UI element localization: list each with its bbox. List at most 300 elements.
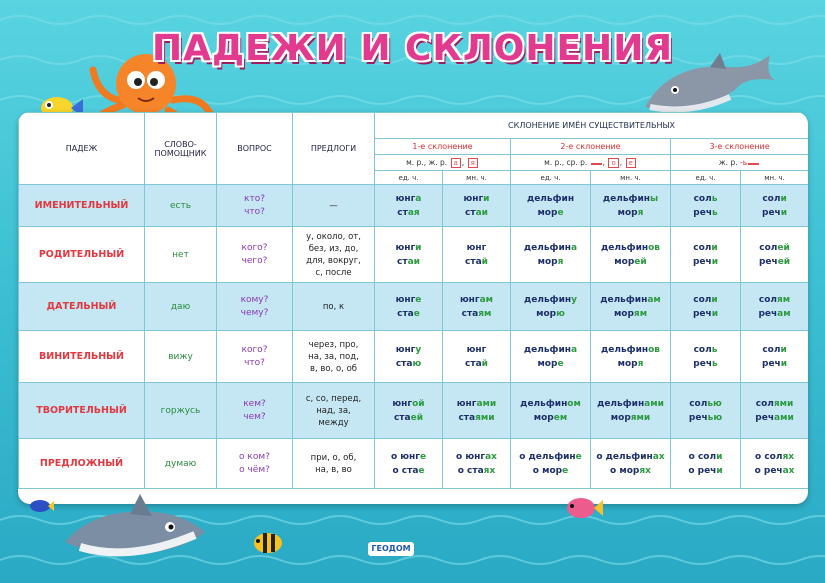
table-row [19, 383, 809, 439]
case-rows [19, 185, 809, 489]
noun-form [741, 255, 808, 269]
header-declension-title: СКЛОНЕНИЕ ИМЁН СУЩЕСТВИТЕЛЬНЫХ [375, 113, 809, 139]
word-ending: ь [712, 358, 718, 369]
word-ending: ах [485, 451, 497, 462]
word-ending: ами [476, 398, 497, 409]
word-stem: мор [610, 412, 631, 423]
word-ending: а [571, 242, 578, 253]
noun-form [671, 255, 740, 269]
word-stem: о юнг [390, 451, 420, 462]
word-ending: и [780, 207, 788, 218]
word-ending: ях [639, 465, 651, 476]
case-name: РОДИТЕЛЬНЫЙ [19, 227, 145, 283]
table-row [19, 331, 809, 383]
word-ending: а [415, 193, 422, 204]
word-ending: и [711, 242, 718, 253]
noun-form [671, 293, 740, 307]
word-ending: ь [711, 344, 718, 355]
noun-form [671, 411, 740, 425]
header-gender2: м. р., ср. р. , о , е [511, 155, 671, 171]
noun-form [591, 397, 670, 411]
word-stem: юнг [466, 242, 487, 253]
noun-form-cell [511, 331, 591, 383]
table-row [19, 185, 809, 227]
noun-form-cell [741, 331, 809, 383]
word-stem: мор [537, 358, 558, 369]
ending-box [591, 163, 602, 165]
noun-form [443, 241, 510, 255]
bee-fish-illustration [250, 530, 290, 556]
page-title: ПАДЕЖИ И СКЛОНЕНИЯ [151, 28, 674, 69]
word-stem: мор [537, 256, 558, 267]
word-stem: реч [693, 207, 713, 218]
noun-form [591, 241, 670, 255]
word-ending: е [575, 451, 582, 462]
question-1: кем? [243, 398, 266, 409]
word-ending: у [415, 344, 422, 355]
word-stem: мор [533, 412, 554, 423]
noun-form [375, 357, 442, 371]
word-stem: сол [762, 193, 781, 204]
word-stem: мор [614, 256, 635, 267]
noun-form [741, 411, 808, 425]
word-stem: дельфин [523, 344, 572, 355]
noun-form [443, 255, 510, 269]
prepositions-cell: у, около, от, без, из, до, для, вокруг, с, после [293, 227, 375, 283]
header-gender1: м. р., ж. р. а , я [375, 155, 511, 171]
noun-form-cell [741, 383, 809, 439]
word-stem: дельфин [602, 193, 650, 204]
noun-form-cell [443, 439, 511, 489]
word-stem: юнг [459, 294, 480, 305]
header-question: ВОПРОС [217, 113, 293, 185]
word-ending: е [557, 207, 564, 218]
prepositions-cell: через, про, на, за, под, в, во, о, об [293, 331, 375, 383]
noun-form [671, 397, 740, 411]
noun-form [741, 450, 808, 464]
word-ending: ам [479, 294, 494, 305]
word-stem: реч [762, 358, 781, 369]
word-stem: сол [762, 344, 781, 355]
word-stem: сол [693, 242, 712, 253]
noun-form-cell [511, 383, 591, 439]
word-stem: о дельфин [596, 451, 653, 462]
word-ending: ям [777, 294, 791, 305]
word-ending: е [419, 451, 427, 462]
word-ending: ях [782, 451, 795, 462]
noun-form-cell [511, 439, 591, 489]
word-stem: реч [688, 412, 708, 423]
noun-form [741, 293, 808, 307]
case-name: ВИНИТЕЛЬНЫЙ [19, 331, 145, 383]
question-cell [217, 185, 293, 227]
noun-form [511, 397, 590, 411]
word-stem: дельфин [520, 398, 568, 409]
case-name: ПРЕДЛОЖНЫЙ [19, 439, 145, 489]
word-stem: о ста [392, 465, 419, 476]
ending-box: е [626, 158, 636, 168]
gender3-ending: -ь [739, 158, 748, 167]
pink-fish-illustration [563, 495, 603, 521]
helper-word: думаю [145, 439, 217, 489]
word-ending: у [571, 294, 577, 305]
question-1: о ком? [239, 451, 270, 462]
word-stem: ста [465, 256, 482, 267]
shark-illustration [60, 492, 210, 572]
word-ending: и [780, 358, 788, 369]
publisher-logo: ГЕОДОМ [368, 542, 414, 556]
question-cell [217, 227, 293, 283]
word-ending: ь [711, 193, 718, 204]
word-ending: и [780, 193, 787, 204]
question-cell [217, 283, 293, 331]
noun-form-cell [375, 331, 443, 383]
word-stem: ста [397, 308, 414, 319]
question-cell [217, 383, 293, 439]
word-stem: дельфин [523, 242, 572, 253]
noun-form [375, 307, 442, 321]
noun-form [511, 464, 590, 478]
word-stem: мор [617, 207, 638, 218]
noun-form [591, 293, 670, 307]
word-stem: юнг [395, 344, 416, 355]
word-stem: мор [537, 207, 558, 218]
word-stem: реч [692, 308, 712, 319]
word-stem: ста [458, 412, 476, 423]
word-ending: и [716, 465, 723, 476]
word-stem: мор [617, 358, 638, 369]
word-stem: юнг [395, 294, 416, 305]
word-ending: и [483, 193, 490, 204]
word-ending: ами [644, 398, 664, 409]
noun-form-cell [443, 283, 511, 331]
word-ending: ями [773, 398, 794, 409]
noun-form [375, 192, 442, 206]
word-ending: и [780, 344, 787, 355]
question-1: кого? [241, 344, 268, 355]
noun-form [671, 464, 740, 478]
word-stem: мор [536, 308, 557, 319]
noun-form [671, 450, 740, 464]
word-stem: о реч [754, 465, 783, 476]
noun-form-cell [591, 185, 671, 227]
word-stem: о сол [755, 451, 783, 462]
noun-form-cell [375, 283, 443, 331]
table-row [19, 227, 809, 283]
noun-form-cell [511, 227, 591, 283]
noun-form-cell [375, 383, 443, 439]
word-stem: дельфин [601, 344, 649, 355]
case-name: ИМЕНИТЕЛЬНЫЙ [19, 185, 145, 227]
blue-fish-illustration [28, 498, 54, 514]
word-ending: ями [630, 412, 651, 423]
noun-form [375, 255, 442, 269]
word-ending: е [557, 358, 564, 369]
case-name: ТВОРИТЕЛЬНЫЙ [19, 383, 145, 439]
header-gender3 [671, 155, 809, 171]
word-stem: юнг [395, 193, 416, 204]
noun-form [375, 397, 442, 411]
noun-form-cell [511, 185, 591, 227]
noun-form [671, 307, 740, 321]
noun-form [741, 343, 808, 357]
gender1-label: м. р., ж. р. [406, 157, 448, 167]
word-ending: и [711, 308, 719, 319]
word-ending: е [415, 294, 422, 305]
header-prepositions: ПРЕДЛОГИ [293, 113, 375, 185]
word-stem: о реч [688, 465, 717, 476]
word-ending: и [716, 451, 723, 462]
word-stem: реч [762, 207, 781, 218]
noun-form [741, 192, 808, 206]
declension-table [18, 112, 808, 489]
noun-form [591, 450, 670, 464]
prepositions-cell: по, к [293, 283, 375, 331]
word-stem: дельфин [600, 294, 648, 305]
noun-form-cell [671, 185, 741, 227]
noun-form [671, 241, 740, 255]
prepositions-cell: с, со, перед, над, за, между [293, 383, 375, 439]
prepositions-cell: при, о, об, на, в, во [293, 439, 375, 489]
word-ending: ей [634, 256, 647, 267]
noun-form-cell [375, 185, 443, 227]
question-2: чему? [240, 307, 269, 318]
word-ending: ом [567, 398, 581, 409]
ending-box [748, 163, 759, 165]
word-ending: ей [777, 256, 791, 267]
noun-form [443, 464, 510, 478]
word-ending: ах [652, 451, 665, 462]
noun-form [591, 307, 670, 321]
noun-form-cell [741, 185, 809, 227]
noun-form [741, 464, 808, 478]
word-ending: ам [647, 294, 661, 305]
ending-box: я [468, 158, 478, 168]
case-name: ДАТЕЛЬНЫЙ [19, 283, 145, 331]
noun-form-cell [671, 383, 741, 439]
word-ending: е [418, 465, 425, 476]
noun-form-cell [591, 227, 671, 283]
ending-box: а [451, 158, 461, 168]
noun-form-cell [741, 439, 809, 489]
noun-form-cell [443, 331, 511, 383]
word-stem: сол [689, 398, 708, 409]
word-stem: реч [758, 308, 778, 319]
noun-form-cell [375, 227, 443, 283]
noun-form [741, 206, 808, 220]
header-pl: мн. ч. [741, 171, 809, 185]
noun-form [741, 357, 808, 371]
word-stem: ста [465, 358, 482, 369]
word-ending: я [637, 358, 644, 369]
question-1: кого? [241, 242, 268, 253]
noun-form [375, 293, 442, 307]
noun-form [741, 397, 808, 411]
noun-form [671, 343, 740, 357]
noun-form [511, 241, 590, 255]
word-ending: е [413, 308, 420, 319]
word-ending: ам [777, 308, 791, 319]
noun-form [511, 206, 590, 220]
word-ending: ов [648, 242, 660, 253]
word-ending: аи [407, 256, 420, 267]
word-ending: ы [649, 193, 659, 204]
word-ending: а [571, 344, 578, 355]
word-stem: реч [755, 412, 775, 423]
word-stem: о сол [688, 451, 717, 462]
header-helper: СЛОВО- ПОМОЩНИК [145, 113, 217, 185]
header-case: ПАДЕЖ [19, 113, 145, 185]
noun-form-cell [443, 185, 511, 227]
noun-form [443, 411, 510, 425]
noun-form [511, 411, 590, 425]
word-stem: дельфин [526, 193, 575, 204]
prepositions-cell: — [293, 185, 375, 227]
word-stem: реч [692, 256, 712, 267]
word-stem: юнг [456, 398, 477, 409]
question-cell [217, 439, 293, 489]
noun-form-cell [511, 283, 591, 331]
word-ending: и [415, 242, 422, 253]
word-stem: о дельфин [519, 451, 576, 462]
helper-word: горжусь [145, 383, 217, 439]
noun-form-cell [671, 439, 741, 489]
noun-form [591, 343, 670, 357]
question-2: чем? [243, 411, 266, 422]
noun-form-cell [375, 439, 443, 489]
gender3-label: ж. р. [718, 158, 738, 167]
noun-form-cell [443, 227, 511, 283]
word-stem: сол [755, 398, 774, 409]
word-ending: ах [782, 465, 795, 476]
word-stem: ст [397, 256, 408, 267]
word-ending: ой [412, 398, 425, 409]
noun-form [741, 307, 808, 321]
noun-form-cell [671, 331, 741, 383]
noun-form-cell [443, 383, 511, 439]
header-pl: мн. ч. [591, 171, 671, 185]
noun-form [375, 464, 442, 478]
noun-form [671, 206, 740, 220]
noun-form [591, 411, 670, 425]
noun-form [671, 192, 740, 206]
noun-form [375, 450, 442, 464]
noun-form [591, 357, 670, 371]
noun-form [375, 206, 442, 220]
noun-form [511, 450, 590, 464]
word-stem: юнг [392, 398, 413, 409]
table-row [19, 283, 809, 331]
word-ending: ями [475, 412, 495, 423]
word-ending: ая [407, 207, 420, 218]
question-2: что? [244, 357, 265, 368]
noun-form [443, 343, 510, 357]
word-stem: мор [613, 308, 634, 319]
noun-form [443, 192, 510, 206]
header-sg: ед. ч. [375, 171, 443, 185]
question-2: о чём? [239, 464, 270, 475]
word-stem: дельфин [597, 398, 645, 409]
noun-form [443, 307, 510, 321]
word-stem: юнг [395, 242, 416, 253]
word-ending: й [481, 358, 488, 369]
noun-form [591, 255, 670, 269]
noun-form [591, 464, 670, 478]
question-cell [217, 331, 293, 383]
header-decl3: 3-е склонение [671, 139, 809, 155]
word-ending: и [711, 294, 718, 305]
noun-form-cell [591, 331, 671, 383]
noun-form [511, 307, 590, 321]
word-ending: и [711, 256, 719, 267]
word-ending: й [481, 256, 488, 267]
word-stem: юнг [463, 193, 484, 204]
word-ending: ях [483, 465, 496, 476]
word-ending: я [637, 207, 644, 218]
word-stem: о юнг [456, 451, 486, 462]
word-stem: ст [465, 207, 476, 218]
word-ending: ям [633, 308, 648, 319]
word-ending: ю [412, 358, 422, 369]
header-sg: ед. ч. [671, 171, 741, 185]
word-stem: ста [461, 308, 479, 319]
gender2-label: м. р., ср. р. [544, 157, 588, 167]
word-stem: о мор [610, 465, 640, 476]
noun-form [443, 450, 510, 464]
word-stem: дельфин [601, 242, 649, 253]
word-stem: сол [693, 193, 712, 204]
word-ending: я [557, 256, 564, 267]
noun-form [511, 357, 590, 371]
table-row [19, 439, 809, 489]
word-ending: ью [707, 412, 723, 423]
noun-form-cell [741, 283, 809, 331]
noun-form [443, 357, 510, 371]
noun-form [511, 192, 590, 206]
header-decl2: 2-е склонение [511, 139, 671, 155]
word-stem: сол [759, 242, 778, 253]
word-ending: ем [553, 412, 568, 423]
helper-word: есть [145, 185, 217, 227]
noun-form [443, 206, 510, 220]
noun-form-cell [591, 439, 671, 489]
word-stem: сол [693, 294, 712, 305]
noun-form [511, 343, 590, 357]
noun-form [375, 411, 442, 425]
question-2: что? [244, 206, 265, 217]
word-ending: ами [774, 412, 794, 423]
word-stem: ст [397, 207, 408, 218]
noun-form-cell [671, 227, 741, 283]
word-ending: ей [777, 242, 790, 253]
ending-box: о [608, 158, 618, 168]
word-ending: ю [556, 308, 565, 319]
word-ending: ов [648, 344, 660, 355]
word-ending: е [562, 465, 569, 476]
word-stem: реч [693, 358, 713, 369]
word-stem: сол [758, 294, 778, 305]
word-stem: сол [693, 344, 712, 355]
noun-form [511, 255, 590, 269]
question-1: кто? [244, 193, 265, 204]
noun-form [741, 241, 808, 255]
noun-form [511, 293, 590, 307]
noun-form [443, 397, 510, 411]
word-stem: ста [393, 412, 411, 423]
word-stem: о мор [532, 465, 563, 476]
question-1: кому? [240, 294, 269, 305]
header-sg: ед. ч. [511, 171, 591, 185]
